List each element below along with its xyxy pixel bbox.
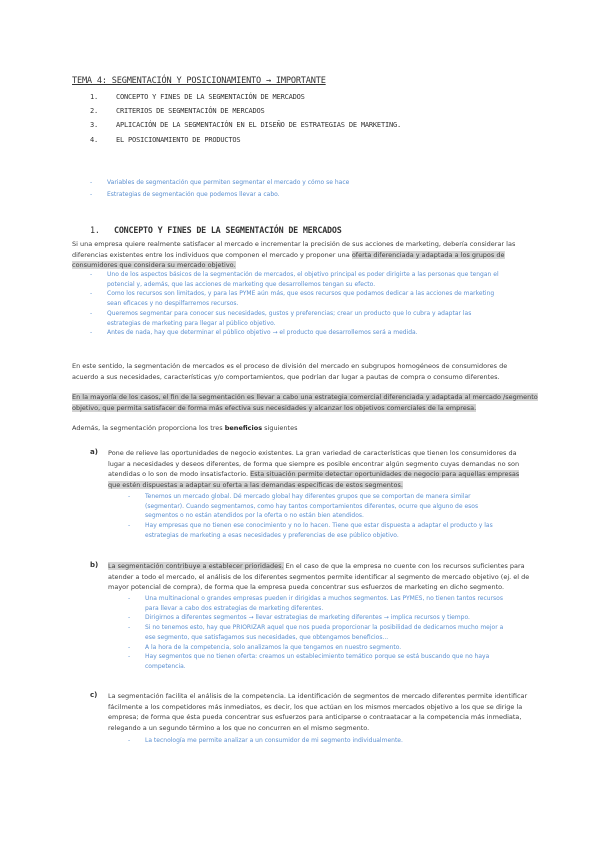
list-item: - Uno de los aspectos básicos de la segmentación de mercados, el objetivo principal es poder dirigirte a las personas que tengan el potencial y, además, que las acciones de marketing que desarrollemos tengan su efecto. [107, 270, 527, 289]
toc-item: 2. CRITERIOS DE SEGMENTACIÓN DE MERCADOS [90, 107, 265, 115]
list-item: - A la hora de la competencia, solo analizamos la que tengamos en nuestro segmento. [145, 643, 529, 653]
list-item: - Si no tenemos esto, hay que PRIORIZAR aquel que nos pueda proporcionar la posibilidad de dedicarnos mucho mejor a ese segmento, que satisfagamos sus necesidades, que obtengamos beneficios... [145, 623, 529, 642]
toc-item: 1. CONCEPTO Y FINES DE LA SEGMENTACIÓN DE MERCADOS [90, 93, 305, 101]
benefit-c-bullets [145, 736, 529, 746]
list-item: - Dirigirnos a diferentes segmentos → llevar estrategias de marketing diferentes → implica recursos y tiempo. [145, 613, 529, 623]
benefit-b-bullets [145, 594, 529, 672]
toc-item: 4. EL POSICIONAMIENTO DE PRODUCTOS [90, 136, 241, 144]
list-item: - Antes de nada, hay que determinar el público objetivo → el producto que desarrollemos será a medida. [107, 328, 527, 338]
benefit-letter: a) [90, 448, 98, 456]
paragraph-intro: Si una empresa quiere realmente satisfacer al mercado e incrementar la precisión de sus acciones de marketing, debería considerar las diferencias existentes entre los individuos que componen el mercado y proponer una oferta diferenciada y adaptada a los grupos de consumidores que considera su mercado objetivo. [72, 240, 516, 269]
benefit-a-text: Pone de relieve las oportunidades de negocio existentes. La gran variedad de características que tienen los consumidores da lugar a necesidades y deseos diferentes, de forma que siempre es posible encontrar algún segmento cuyas demandas no son atendidas o lo son de modo insatisfactorio. Esta situación permite detectar oportunidades de negocio para aquellas empresas que estén dispuestas a adaptar su oferta a las demandas específicas de estos segmentos. [108, 449, 520, 489]
benefit-c-text: La segmentación facilita el análisis de la competencia. La identificación de segmentos de mercado diferentes permite identificar fácilmente a los competidores más inmediatos, es decir, los que actúan en los mismos mercados objetivo a los que se dirige la empresa; de forma que ésta pueda concentrar sus esfuerzos para anticiparse o contraatacar a la competencia más inmediata, relegando a un segundo término a los que no concurren en el mismo segmento. [108, 692, 528, 732]
list-item: - La tecnología me permite analizar a un consumidor de mi segmento individualmente. [145, 736, 529, 746]
intro-bullet: - Variables de segmentación que permiten segmentar el mercado y cómo se hace [107, 178, 349, 188]
paragraph-purpose: En la mayoría de los casos, el fin de la segmentación es llevar a cabo una estrategia comercial diferenciada y adaptada al mercado /segmento objetivo, que permita satisfacer de forma más efectiva sus necesidades y alcanzar los objetivos comerciales de la empresa. [72, 393, 538, 412]
paragraph-benefits-intro: Además, la segmentación proporciona los tres beneficios siguientes [72, 424, 298, 432]
benefit-b-text: La segmentación contribuye a establecer prioridades. En el caso de que la empresa no cuente con los recursos suficientes para atender a todo el mercado, el análisis de los diferentes segmentos permite identificar al segmento de mercado objetivo (ej. el de mayor potencial de compra), de forma que la empresa pueda concentrar sus esfuerzos de marketing en dicho segmento. [108, 562, 530, 591]
benefit-a-bullets [145, 492, 529, 541]
list-item: - Una multinacional o grandes empresas pueden ir dirigidas a muchos segmentos. Las PYMES, no tienen tantos recursos para llevar a cabo dos estrategias de marketing diferentes. [145, 594, 529, 613]
document-title: TEMA 4: SEGMENTACIÓN Y POSICIONAMIENTO → IMPORTANTE [72, 76, 326, 86]
benefit-letter: c) [90, 691, 98, 699]
bullet-list [107, 270, 527, 338]
intro-bullet: - Estrategias de segmentación que podemos llevar a cabo. [107, 190, 280, 200]
list-item: - Queremos segmentar para conocer sus necesidades, gustos y preferencias; crear un producto que lo cubra y adaptar las estrategias de marketing para llegar al público objetivo. [107, 309, 527, 328]
list-item: - Hay segmentos que no tienen oferta: creamos un establecimiento temático porque se está buscando que no haya competencia. [145, 652, 529, 671]
paragraph-definition: En este sentido, la segmentación de mercados es el proceso de división del mercado en subgrupos homogéneos de consumidores de acuerdo a sus necesidades, características y/o comportamientos, que podrían dar lugar a pautas de compra o consumo diferentes. [72, 362, 508, 381]
list-item: - Tenemos un mercado global. Dé mercado global hay diferentes grupos que se comportan de manera similar (segmentar). Cuando segmentamos, como hay tantos comportamientos diferentes, ocurre que alguno de esos segmentos o no están atendidos por la oferta o no están bien atendidos. [145, 492, 529, 521]
section-heading: 1. CONCEPTO Y FINES DE LA SEGMENTACIÓN DE MERCADOS [90, 225, 342, 235]
benefit-letter: b) [90, 561, 99, 569]
toc-item: 3. APLICACIÓN DE LA SEGMENTACIÓN EN EL DISEÑO DE ESTRATEGIAS DE MARKETING. [90, 121, 402, 129]
list-item: - Hay empresas que no tienen ese conocimiento y no lo hacen. Tiene que estar dispuesta a adaptar el producto y las estrategias de marketing a esas necesidades y preferencias de ese público objetivo. [145, 521, 529, 540]
list-item: - Como los recursos son limitados, y para las PYME aún más, que esos recursos que podamos dedicar a las acciones de marketing sean eficaces y no despilfarremos recursos. [107, 289, 527, 308]
